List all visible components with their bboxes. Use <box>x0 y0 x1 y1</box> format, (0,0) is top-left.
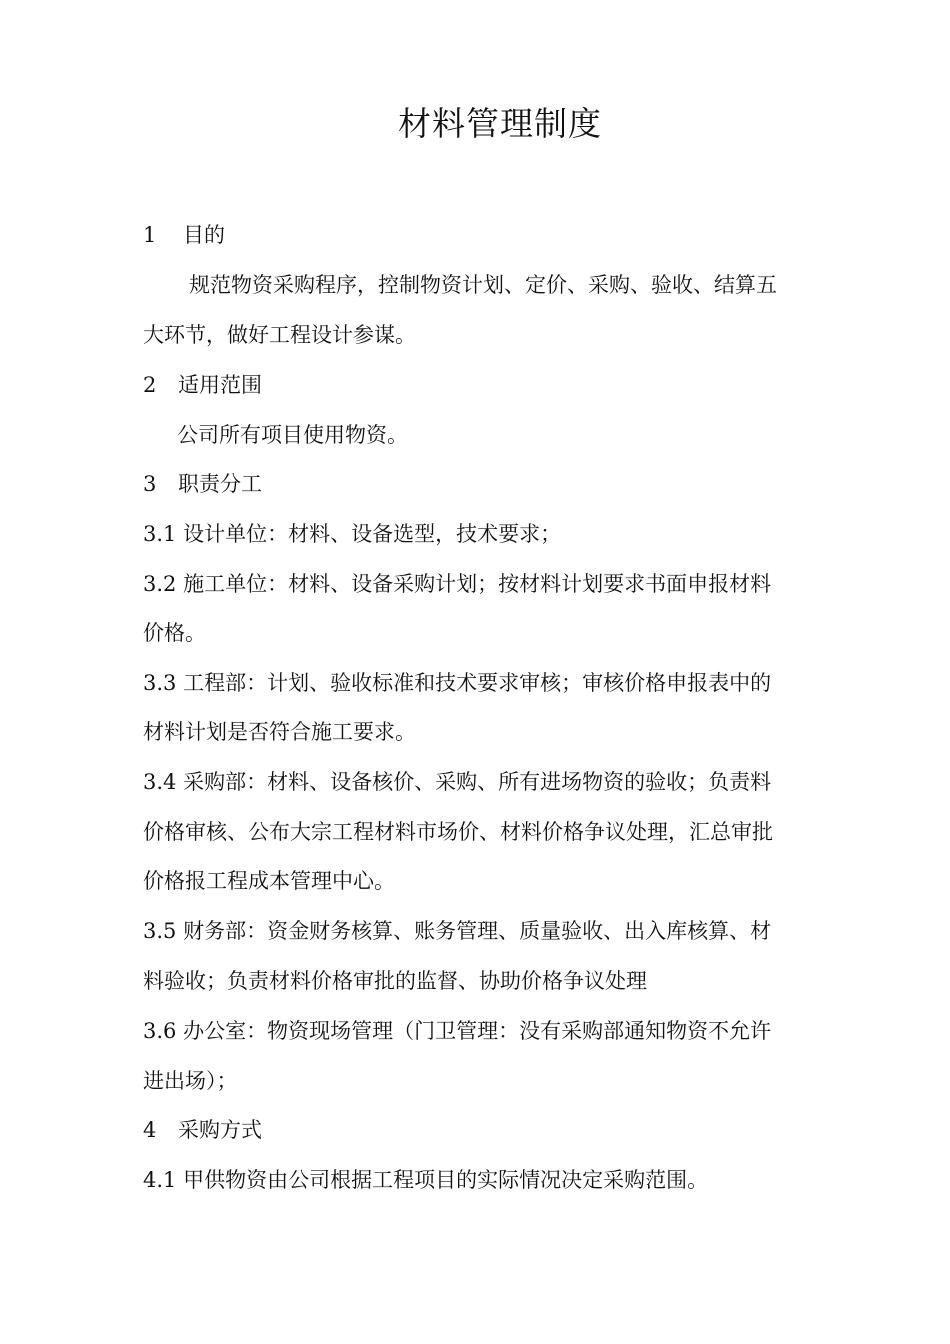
paragraph-line: 公司所有项目使用物资。 <box>177 423 408 447</box>
paragraph-line: 大环节，做好工程设计参谋。 <box>143 323 416 347</box>
paragraph-line: 3.1 设计单位：材料、设备选型，技术要求； <box>143 522 562 546</box>
section-heading-4 <box>143 1115 823 1145</box>
paragraph-line: 4.1 甲供物资由公司根据工程项目的实际情况决定采购范围。 <box>143 1168 709 1192</box>
paragraph-line: 料验收；负责材料价格审批的监督、协助价格争议处理 <box>143 969 647 993</box>
section-number: 1 <box>143 223 157 247</box>
paragraph-line: 3.5 财务部：资金财务核算、账务管理、质量验收、出入库核算、材 <box>143 919 772 943</box>
paragraph-line: 价格审核、公布大宗工程材料市场价、材料价格争议处理，汇总审批 <box>143 820 773 844</box>
page-title: 材料管理制度 <box>398 104 602 143</box>
section-number: 3 <box>143 472 157 496</box>
paragraph-line: 3.6 办公室：物资现场管理（门卫管理：没有采购部通知物资不允许 <box>143 1019 772 1043</box>
paragraph-line: 3.3 工程部：计划、验收标准和技术要求审核；审核价格申报表中的 <box>143 671 772 695</box>
paragraph-line: 价格。 <box>143 621 206 645</box>
section-heading-1 <box>143 220 823 250</box>
paragraph-line: 3.2 施工单位：材料、设备采购计划；按材料计划要求书面申报材料 <box>143 572 772 596</box>
paragraph-line: 价格报工程成本管理中心。 <box>143 869 395 893</box>
paragraph-line: 材料计划是否符合施工要求。 <box>143 720 416 744</box>
section-number: 2 <box>143 373 157 397</box>
section-number: 4 <box>143 1118 157 1142</box>
section-heading-2 <box>143 370 823 400</box>
section-title: 职责分工 <box>178 472 262 496</box>
section-title: 适用范围 <box>178 373 262 397</box>
section-heading-3 <box>143 469 823 499</box>
section-title: 目的 <box>183 223 225 247</box>
paragraph-line: 进出场）； <box>143 1069 238 1093</box>
section-title: 采购方式 <box>178 1118 262 1142</box>
paragraph-line: 3.4 采购部：材料、设备核价、采购、所有进场物资的验收；负责料 <box>143 770 772 794</box>
paragraph-line: 规范物资采购程序，控制物资计划、定价、采购、验收、结算五 <box>189 273 777 297</box>
